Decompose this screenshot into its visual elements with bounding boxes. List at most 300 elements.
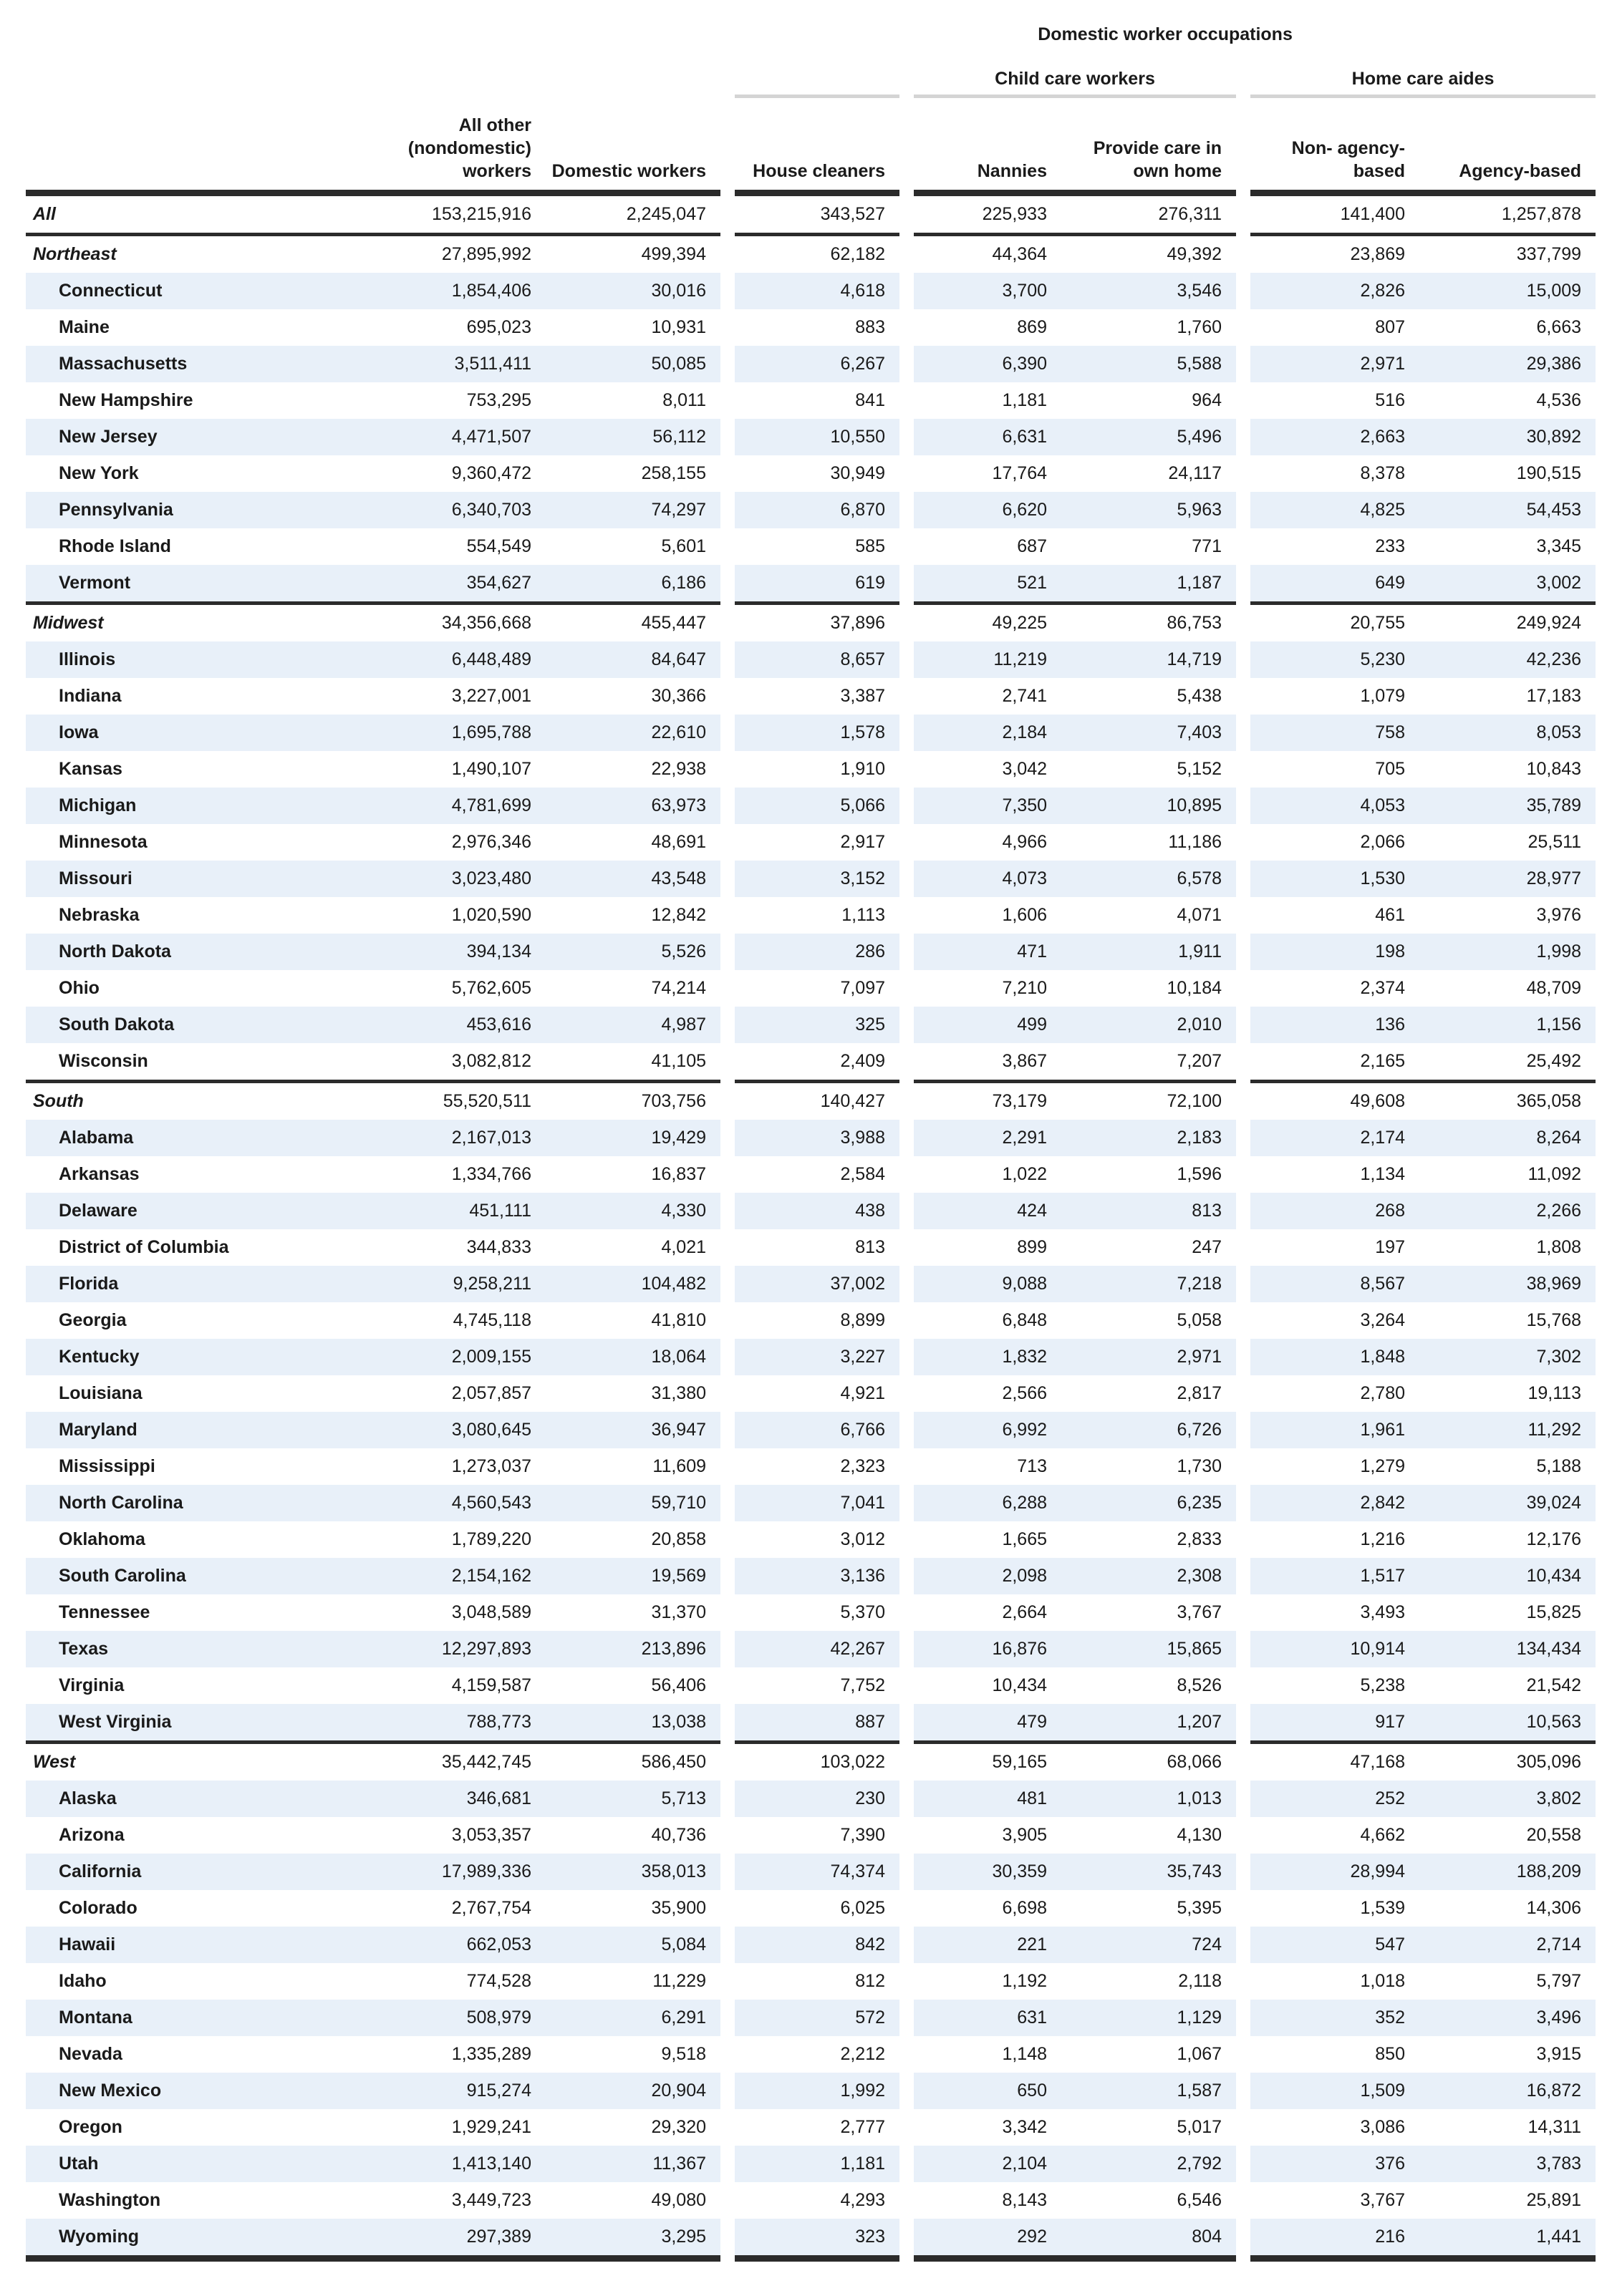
row-label: Hawaii bbox=[26, 1927, 334, 1963]
cell-value: 2,741 bbox=[1002, 685, 1047, 706]
cell-value: 14,719 bbox=[1057, 641, 1236, 678]
cell-value: 140,427 bbox=[820, 1090, 885, 1111]
cell-value: 3,023,480 bbox=[334, 861, 541, 897]
cell-value: 8,053 bbox=[1415, 715, 1596, 751]
gap-cell bbox=[899, 97, 914, 193]
cell-value: 2,792 bbox=[1057, 2146, 1236, 2182]
gap-cell bbox=[720, 861, 735, 897]
table-row bbox=[26, 861, 1596, 897]
table-row bbox=[26, 751, 1596, 788]
gap-cell bbox=[899, 455, 914, 492]
table-row bbox=[26, 382, 1596, 419]
row-label: South Dakota bbox=[26, 1007, 334, 1043]
cell-value: 5,238 bbox=[1360, 1675, 1405, 1695]
gap-cell bbox=[1236, 419, 1250, 455]
gap-cell bbox=[899, 824, 914, 861]
row-label: Arkansas bbox=[59, 1163, 140, 1184]
header-row-spanner-top bbox=[26, 13, 1596, 50]
cell-value: 1,134 bbox=[1360, 1163, 1405, 1184]
cell-value: 6,025 bbox=[840, 1897, 885, 1918]
cell-value: 23,869 bbox=[1350, 243, 1405, 264]
gap-cell bbox=[1236, 1485, 1250, 1521]
cell-value: 1,067 bbox=[1177, 2043, 1222, 2064]
gap-cell bbox=[1236, 273, 1250, 309]
gap-cell bbox=[899, 1156, 914, 1193]
cell-value: 1,018 bbox=[1360, 1970, 1405, 1991]
gap-cell bbox=[720, 1854, 735, 1890]
row-label: New Mexico bbox=[26, 2073, 334, 2109]
cell-value: 16,872 bbox=[1415, 2073, 1596, 2109]
gap-cell bbox=[1236, 1339, 1250, 1375]
cell-value: 20,904 bbox=[541, 2073, 720, 2109]
cell-value: 6,698 bbox=[1002, 1897, 1047, 1918]
cell-value: 2,066 bbox=[1360, 831, 1405, 852]
cell-value: 2,566 bbox=[1002, 1382, 1047, 1403]
cell-value: 22,610 bbox=[541, 715, 720, 751]
cell-value: 14,311 bbox=[1528, 2116, 1582, 2137]
table-row bbox=[26, 1963, 1596, 2000]
cell-value: 1,279 bbox=[1360, 1455, 1405, 1476]
cell-value: 28,994 bbox=[1250, 1854, 1415, 1890]
table-row-total bbox=[26, 193, 1596, 235]
cell-value: 6,631 bbox=[914, 419, 1057, 455]
cell-value: 29,386 bbox=[1415, 346, 1596, 382]
cell-value: 10,563 bbox=[1415, 1704, 1596, 1743]
cell-value: 1,596 bbox=[1177, 1163, 1222, 1184]
cell-value: 225,933 bbox=[914, 193, 1057, 235]
table-row bbox=[26, 934, 1596, 970]
cell-value: 74,297 bbox=[541, 492, 720, 528]
row-label: North Dakota bbox=[26, 934, 334, 970]
gap-cell bbox=[899, 1521, 914, 1558]
cell-value: 365,058 bbox=[1516, 1090, 1582, 1111]
cell-value: 1,207 bbox=[1057, 1704, 1236, 1743]
cell-value: 4,618 bbox=[735, 273, 899, 309]
row-label: Kentucky bbox=[26, 1339, 334, 1375]
table-row-region bbox=[26, 235, 1596, 273]
cell-value: 1,929,241 bbox=[451, 2116, 531, 2137]
cell-value: 7,097 bbox=[840, 977, 885, 998]
cell-value: 10,914 bbox=[1250, 1631, 1415, 1667]
table-row bbox=[26, 1193, 1596, 1229]
cell-value: 4,560,543 bbox=[334, 1485, 541, 1521]
gap-cell bbox=[1236, 1302, 1250, 1339]
table-row bbox=[26, 1120, 1596, 1156]
cell-value: 813 bbox=[1057, 1193, 1236, 1229]
table-row-region bbox=[26, 1743, 1596, 1781]
table-row bbox=[26, 455, 1596, 492]
cell-value: 6,448,489 bbox=[334, 641, 541, 678]
cell-value: 547 bbox=[1250, 1927, 1415, 1963]
cell-value: 3,136 bbox=[735, 1558, 899, 1594]
cell-value: 21,542 bbox=[1526, 1675, 1582, 1695]
cell-value: 1,578 bbox=[735, 715, 899, 751]
cell-value: 11,609 bbox=[652, 1455, 706, 1476]
cell-value: 305,096 bbox=[1516, 1751, 1582, 1772]
table-row bbox=[26, 1375, 1596, 1412]
gap-cell bbox=[1236, 715, 1250, 751]
cell-value: 1,334,766 bbox=[451, 1163, 531, 1184]
gap-cell bbox=[720, 604, 735, 642]
cell-value: 2,714 bbox=[1415, 1927, 1596, 1963]
cell-value: 3,086 bbox=[1360, 2116, 1405, 2137]
cell-value: 1,760 bbox=[1177, 316, 1222, 337]
cell-value: 4,921 bbox=[840, 1382, 885, 1403]
cell-value: 213,896 bbox=[541, 1631, 720, 1667]
cell-value: 1,113 bbox=[841, 904, 885, 925]
cell-value: 12,176 bbox=[1526, 1529, 1582, 1549]
cell-value: 6,235 bbox=[1057, 1485, 1236, 1521]
cell-value: 7,390 bbox=[840, 1824, 885, 1845]
cell-value: 42,236 bbox=[1415, 641, 1596, 678]
gap-cell bbox=[1236, 861, 1250, 897]
cell-value: 30,366 bbox=[651, 685, 706, 706]
gap-cell bbox=[720, 897, 735, 934]
cell-value: 12,842 bbox=[651, 904, 706, 925]
gap-cell bbox=[1236, 1229, 1250, 1266]
cell-value: 8,567 bbox=[1250, 1266, 1415, 1302]
table-row bbox=[26, 1448, 1596, 1485]
cell-value: 2,842 bbox=[1250, 1485, 1415, 1521]
cell-value: 8,899 bbox=[840, 1309, 885, 1330]
row-label: Mississippi bbox=[59, 1455, 155, 1476]
cell-value: 2,374 bbox=[1360, 977, 1405, 998]
gap-cell bbox=[720, 309, 735, 346]
gap-cell bbox=[720, 1339, 735, 1375]
gap-cell bbox=[1236, 751, 1250, 788]
cell-value: 20,858 bbox=[651, 1529, 706, 1549]
cell-value: 14,306 bbox=[1526, 1897, 1582, 1918]
gap-cell bbox=[720, 1704, 735, 1743]
row-label: Nebraska bbox=[59, 904, 140, 925]
table-row bbox=[26, 1043, 1596, 1082]
cell-value: 572 bbox=[735, 2000, 899, 2036]
cell-value: 4,536 bbox=[1536, 389, 1582, 410]
cell-value: 10,434 bbox=[1415, 1558, 1596, 1594]
cell-value: 4,293 bbox=[840, 2189, 885, 2210]
gap-cell bbox=[720, 1781, 735, 1817]
cell-value: 37,896 bbox=[830, 612, 885, 633]
cell-value: 47,168 bbox=[1350, 1751, 1405, 1772]
gap-cell bbox=[720, 1156, 735, 1193]
cell-value: 5,230 bbox=[1250, 641, 1415, 678]
cell-value: 17,764 bbox=[992, 462, 1047, 483]
gap-cell bbox=[1236, 1631, 1250, 1667]
row-label: New Jersey bbox=[26, 419, 334, 455]
cell-value: 1,413,140 bbox=[334, 2146, 541, 2182]
gap-cell bbox=[899, 1193, 914, 1229]
cell-value: 1,695,788 bbox=[334, 715, 541, 751]
cell-value: 6,663 bbox=[1536, 316, 1582, 337]
cell-value: 394,134 bbox=[334, 934, 541, 970]
cell-value: 2,174 bbox=[1250, 1120, 1415, 1156]
gap-cell bbox=[1236, 565, 1250, 604]
cell-value: 3,988 bbox=[735, 1120, 899, 1156]
gap-cell bbox=[720, 1521, 735, 1558]
gap-cell bbox=[899, 193, 914, 235]
cell-value: 1,854,406 bbox=[334, 273, 541, 309]
cell-value: 11,092 bbox=[1528, 1163, 1582, 1184]
cell-value: 19,113 bbox=[1528, 1382, 1582, 1403]
cell-value: 352 bbox=[1250, 2000, 1415, 2036]
cell-value: 268 bbox=[1250, 1193, 1415, 1229]
cell-value: 3,905 bbox=[1002, 1824, 1047, 1845]
gap-cell bbox=[899, 897, 914, 934]
gap-cell bbox=[899, 2182, 914, 2219]
cell-value: 24,117 bbox=[1168, 462, 1222, 483]
gap-cell bbox=[720, 1667, 735, 1704]
cell-value: 30,892 bbox=[1415, 419, 1596, 455]
cell-value: 5,797 bbox=[1536, 1970, 1582, 1991]
cell-value: 15,865 bbox=[1057, 1631, 1236, 1667]
spanner-child-care-workers: Child care workers bbox=[914, 50, 1236, 97]
gap-cell bbox=[899, 1412, 914, 1448]
cell-value: 8,526 bbox=[1177, 1675, 1222, 1695]
cell-value: 4,053 bbox=[1250, 788, 1415, 824]
gap-cell bbox=[720, 97, 735, 193]
row-label: All bbox=[26, 193, 334, 235]
cell-value: 1,509 bbox=[1250, 2073, 1415, 2109]
cell-value: 1,789,220 bbox=[451, 1529, 531, 1549]
row-label: Alaska bbox=[26, 1781, 334, 1817]
cell-value: 5,017 bbox=[1177, 2116, 1222, 2137]
gap-cell bbox=[899, 641, 914, 678]
gap-cell bbox=[899, 715, 914, 751]
gap-cell bbox=[899, 1339, 914, 1375]
table-row bbox=[26, 1854, 1596, 1890]
cell-value: 249,924 bbox=[1516, 612, 1582, 633]
cell-value: 3,496 bbox=[1415, 2000, 1596, 2036]
cell-value: 286 bbox=[735, 934, 899, 970]
row-label: Montana bbox=[26, 2000, 334, 2036]
cell-value: 48,709 bbox=[1526, 977, 1582, 998]
cell-value: 451,111 bbox=[334, 1193, 541, 1229]
gap-cell bbox=[1236, 309, 1250, 346]
cell-value: 631 bbox=[914, 2000, 1057, 2036]
cell-value: 376 bbox=[1250, 2146, 1415, 2182]
cell-value: 2,323 bbox=[840, 1455, 885, 1476]
row-label: Florida bbox=[26, 1266, 334, 1302]
cell-value: 10,843 bbox=[1526, 758, 1582, 779]
table-row bbox=[26, 715, 1596, 751]
cell-value: 5,084 bbox=[541, 1927, 720, 1963]
cell-value: 1,013 bbox=[1057, 1781, 1236, 1817]
cell-value: 6,992 bbox=[914, 1412, 1057, 1448]
cell-value: 3,387 bbox=[840, 685, 885, 706]
cell-value: 687 bbox=[1017, 536, 1047, 556]
gap-cell bbox=[899, 1082, 914, 1120]
gap-cell bbox=[720, 455, 735, 492]
cell-value: 2,057,857 bbox=[451, 1382, 531, 1403]
spanner-domestic-occupations: Domestic worker occupations bbox=[1038, 24, 1293, 44]
gap-cell bbox=[1236, 604, 1250, 642]
cell-value: 3,767 bbox=[1177, 1602, 1222, 1622]
cell-value: 16,837 bbox=[651, 1163, 706, 1184]
cell-value: 233 bbox=[1375, 536, 1405, 556]
gap-cell bbox=[899, 1302, 914, 1339]
cell-value: 7,350 bbox=[914, 788, 1057, 824]
cell-value: 59,710 bbox=[541, 1485, 720, 1521]
domestic-workers-table bbox=[26, 13, 1596, 2262]
gap-cell bbox=[899, 1963, 914, 2000]
cell-value: 38,969 bbox=[1415, 1266, 1596, 1302]
cell-value: 40,736 bbox=[651, 1824, 706, 1845]
gap-cell bbox=[720, 235, 735, 273]
gap-cell bbox=[1236, 1193, 1250, 1229]
cell-value: 74,374 bbox=[735, 1854, 899, 1890]
spanner-blank-left-2 bbox=[26, 50, 720, 97]
header-row-spanner-mid bbox=[26, 50, 1596, 97]
cell-value: 3,227,001 bbox=[451, 685, 531, 706]
cell-value: 9,258,211 bbox=[334, 1266, 541, 1302]
gap-cell bbox=[1236, 1082, 1250, 1120]
cell-value: 44,364 bbox=[992, 243, 1047, 264]
row-label: Oregon bbox=[59, 2116, 122, 2137]
row-label: Iowa bbox=[26, 715, 334, 751]
cell-value: 134,434 bbox=[1415, 1631, 1596, 1667]
cell-value: 17,183 bbox=[1526, 685, 1582, 706]
cell-value: 2,291 bbox=[914, 1120, 1057, 1156]
cell-value: 899 bbox=[1017, 1236, 1047, 1257]
cell-value: 15,768 bbox=[1526, 1309, 1582, 1330]
table-row bbox=[26, 824, 1596, 861]
cell-value: 343,527 bbox=[735, 193, 899, 235]
cell-value: 1,187 bbox=[1057, 565, 1236, 604]
cell-value: 3,082,812 bbox=[334, 1043, 541, 1082]
gap-cell bbox=[899, 1890, 914, 1927]
cell-value: 10,434 bbox=[992, 1675, 1047, 1695]
cell-value: 915,274 bbox=[334, 2073, 541, 2109]
row-label: West bbox=[33, 1751, 76, 1772]
gap-cell bbox=[1236, 1007, 1250, 1043]
cell-value: 63,973 bbox=[541, 788, 720, 824]
cell-value: 3,042 bbox=[1002, 758, 1047, 779]
cell-value: 9,518 bbox=[661, 2043, 706, 2064]
gap-cell bbox=[899, 1485, 914, 1521]
cell-value: 41,810 bbox=[651, 1309, 706, 1330]
gap-cell bbox=[1236, 1704, 1250, 1743]
cell-value: 5,066 bbox=[735, 788, 899, 824]
cell-value: 104,482 bbox=[541, 1266, 720, 1302]
gap-cell bbox=[899, 1854, 914, 1890]
cell-value: 11,219 bbox=[914, 641, 1057, 678]
row-label: Ohio bbox=[59, 977, 100, 998]
gap-cell bbox=[1236, 346, 1250, 382]
cell-value: 1,129 bbox=[1057, 2000, 1236, 2036]
cell-value: 7,218 bbox=[1057, 1266, 1236, 1302]
gap-cell bbox=[1236, 97, 1250, 193]
gap-cell bbox=[720, 1229, 735, 1266]
cell-value: 455,447 bbox=[641, 612, 706, 633]
cell-value: 6,766 bbox=[735, 1412, 899, 1448]
cell-value: 7,752 bbox=[840, 1675, 885, 1695]
gap-cell bbox=[899, 419, 914, 455]
spanner-blank-left bbox=[26, 13, 720, 50]
table-row-region bbox=[26, 1082, 1596, 1120]
cell-value: 197 bbox=[1375, 1236, 1405, 1257]
cell-value: 1,273,037 bbox=[451, 1455, 531, 1476]
cell-value: 297,389 bbox=[334, 2219, 541, 2259]
cell-value: 2,184 bbox=[914, 715, 1057, 751]
row-label: New York bbox=[59, 462, 139, 483]
cell-value: 103,022 bbox=[820, 1751, 885, 1772]
cell-value: 554,549 bbox=[466, 536, 531, 556]
gap-cell bbox=[720, 934, 735, 970]
cell-value: 887 bbox=[735, 1704, 899, 1743]
cell-value: 6,726 bbox=[1057, 1412, 1236, 1448]
cell-value: 5,762,605 bbox=[451, 977, 531, 998]
row-label: Tennessee bbox=[59, 1602, 150, 1622]
cell-value: 2,104 bbox=[914, 2146, 1057, 2182]
table-row bbox=[26, 1485, 1596, 1521]
gap-cell bbox=[1236, 193, 1250, 235]
gap-cell bbox=[1236, 1743, 1250, 1781]
cell-value: 842 bbox=[735, 1927, 899, 1963]
cell-value: 198 bbox=[1250, 934, 1415, 970]
cell-value: 1,606 bbox=[1002, 904, 1047, 925]
cell-value: 499 bbox=[914, 1007, 1057, 1043]
cell-value: 4,781,699 bbox=[334, 788, 541, 824]
row-label: Virginia bbox=[59, 1675, 125, 1695]
gap-cell bbox=[720, 273, 735, 309]
cell-value: 5,438 bbox=[1177, 685, 1222, 706]
gap-cell bbox=[720, 193, 735, 235]
cell-value: 22,938 bbox=[651, 758, 706, 779]
cell-value: 4,021 bbox=[661, 1236, 706, 1257]
cell-value: 54,453 bbox=[1415, 492, 1596, 528]
row-label: Minnesota bbox=[59, 831, 148, 852]
cell-value: 5,963 bbox=[1057, 492, 1236, 528]
row-label: Midwest bbox=[33, 612, 104, 633]
gap-cell bbox=[899, 1667, 914, 1704]
table-row bbox=[26, 897, 1596, 934]
cell-value: 7,210 bbox=[1002, 977, 1047, 998]
cell-value: 7,041 bbox=[735, 1485, 899, 1521]
cell-value: 59,165 bbox=[992, 1751, 1047, 1772]
cell-value: 3,867 bbox=[914, 1043, 1057, 1082]
cell-value: 662,053 bbox=[334, 1927, 541, 1963]
row-label: Vermont bbox=[26, 565, 334, 604]
table-row bbox=[26, 1229, 1596, 1266]
gap-cell bbox=[899, 50, 914, 97]
gap-cell bbox=[720, 1485, 735, 1521]
gap-cell bbox=[899, 1558, 914, 1594]
cell-value: 1,832 bbox=[914, 1339, 1057, 1375]
cell-value: 35,743 bbox=[1057, 1854, 1236, 1890]
cell-value: 6,288 bbox=[914, 1485, 1057, 1521]
cell-value: 4,330 bbox=[541, 1193, 720, 1229]
row-label: Missouri bbox=[26, 861, 334, 897]
gap-cell bbox=[720, 1193, 735, 1229]
cell-value: 258,155 bbox=[641, 462, 706, 483]
cell-value: 2,833 bbox=[1177, 1529, 1222, 1549]
col-header-non-agency-line2: based bbox=[1353, 161, 1405, 181]
gap-cell bbox=[1236, 678, 1250, 715]
cell-value: 6,870 bbox=[735, 492, 899, 528]
gap-cell bbox=[1236, 1266, 1250, 1302]
gap-cell bbox=[720, 1817, 735, 1854]
gap-cell bbox=[720, 715, 735, 751]
gap-cell bbox=[899, 2146, 914, 2182]
cell-value: 25,492 bbox=[1415, 1043, 1596, 1082]
gap-cell bbox=[899, 861, 914, 897]
cell-value: 438 bbox=[735, 1193, 899, 1229]
table-row bbox=[26, 1667, 1596, 1704]
cell-value: 713 bbox=[1017, 1455, 1047, 1476]
gap-cell bbox=[1236, 2109, 1250, 2146]
cell-value: 216 bbox=[1250, 2219, 1415, 2259]
cell-value: 2,917 bbox=[840, 831, 885, 852]
